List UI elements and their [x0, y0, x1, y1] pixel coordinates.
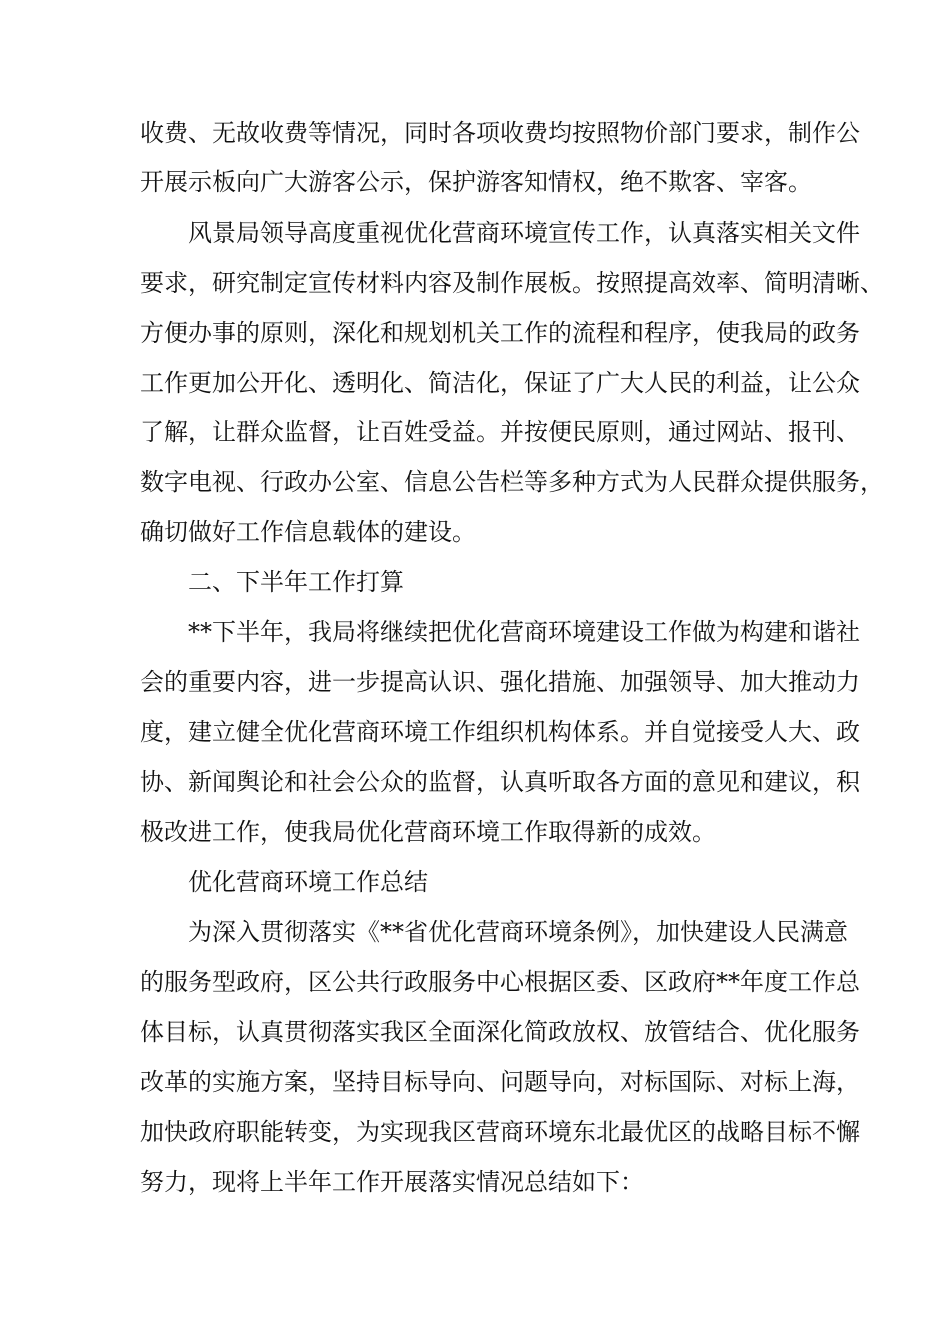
section-heading: 二、下半年工作打算: [188, 568, 404, 596]
text-line: 加快政府职能转变，为实现我区营商环境东北最优区的战略目标不懈: [140, 1118, 860, 1146]
paragraph-start: **下半年，我局将继续把优化营商环境建设工作做为构建和谐社: [188, 618, 860, 646]
text-line: 方便办事的原则，深化和规划机关工作的流程和程序，使我局的政务: [140, 319, 860, 347]
text-line: 收费、无故收费等情况，同时各项收费均按照物价部门要求，制作公: [140, 119, 860, 147]
text-line: 协、新闻舆论和社会公众的监督，认真听取各方面的意见和建议，积: [140, 768, 860, 796]
paragraph-start: 风景局领导高度重视优化营商环境宣传工作，认真落实相关文件: [188, 219, 860, 247]
text-line: 了解，让群众监督，让百姓受益。并按便民原则，通过网站、报刊、: [140, 418, 860, 446]
paragraph-start: 为深入贯彻落实《**省优化营商环境条例》，加快建设人民满意: [188, 918, 848, 946]
text-line: 工作更加公开化、透明化、简洁化，保证了广大人民的利益，让公众: [140, 369, 860, 397]
text-line: 要求，研究制定宣传材料内容及制作展板。按照提高效率、简明清晰、: [140, 269, 884, 297]
text-line: 极改进工作，使我局优化营商环境工作取得新的成效。: [140, 818, 716, 846]
text-line: 数字电视、行政办公室、信息公告栏等多种方式为人民群众提供服务，: [140, 468, 884, 496]
text-line: 度，建立健全优化营商环境工作组织机构体系。并自觉接受人大、政: [140, 718, 860, 746]
text-line: 努力，现将上半年工作开展落实情况总结如下：: [140, 1168, 644, 1196]
document-title: 优化营商环境工作总结: [188, 868, 428, 896]
text-line: 会的重要内容，进一步提高认识、强化措施、加强领导、加大推动力: [140, 668, 860, 696]
text-line: 改革的实施方案，坚持目标导向、问题导向，对标国际、对标上海，: [140, 1068, 860, 1096]
text-line: 确切做好工作信息载体的建设。: [140, 518, 476, 546]
text-line: 的服务型政府，区公共行政服务中心根据区委、区政府**年度工作总: [140, 968, 860, 996]
text-line: 开展示板向广大游客公示，保护游客知情权，绝不欺客、宰客。: [140, 168, 812, 196]
text-line: 体目标，认真贯彻落实我区全面深化简政放权、放管结合、优化服务: [140, 1018, 860, 1046]
